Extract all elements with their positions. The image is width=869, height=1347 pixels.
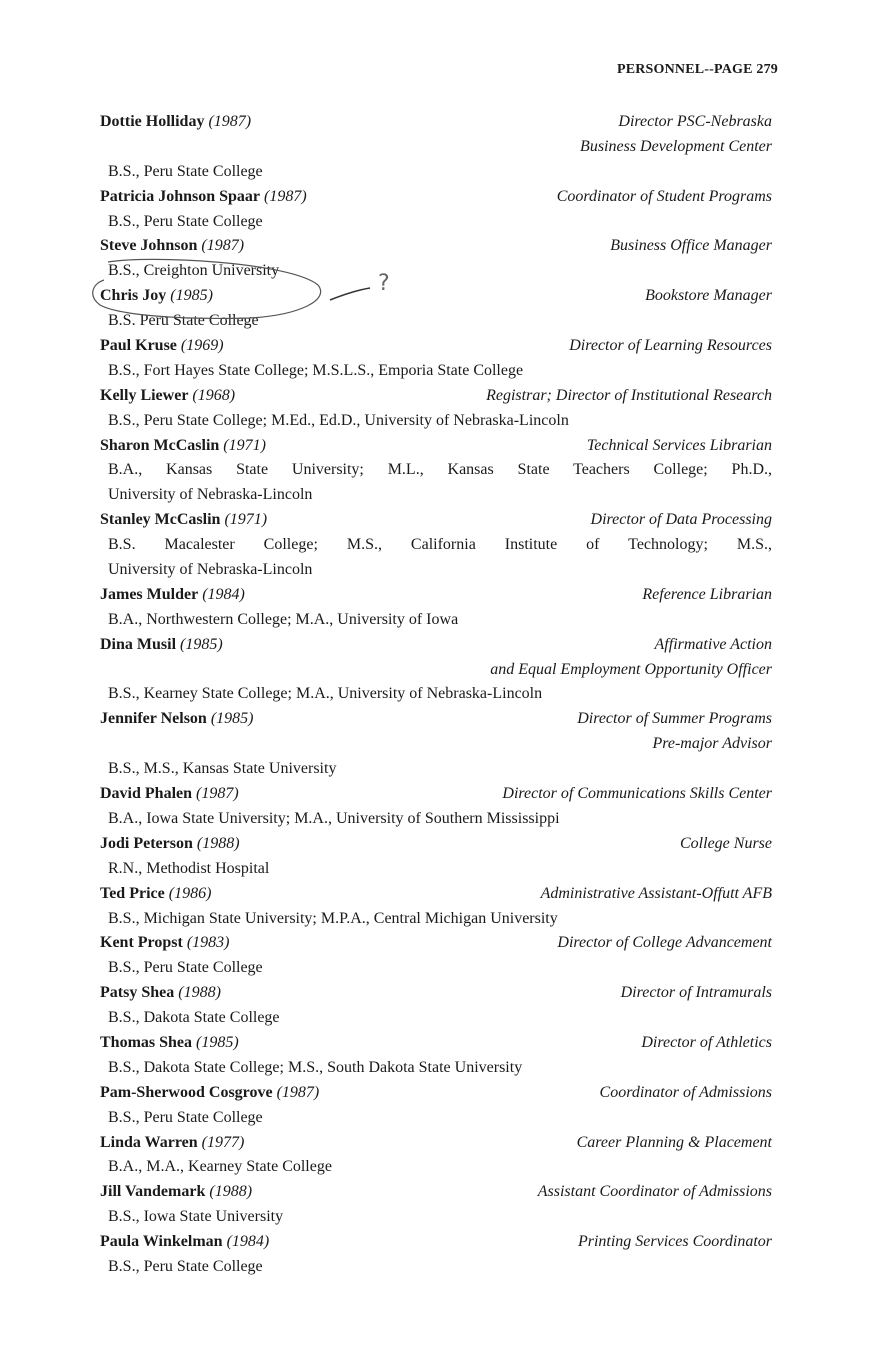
job-title-continued: Pre-major Advisor <box>652 735 772 753</box>
job-title: Printing Services Coordinator <box>577 1233 772 1251</box>
person-name: Ted Price <box>100 884 165 902</box>
degree-line: B.S., Fort Hayes State College; M.S.L.S., Emporia State College <box>108 361 524 379</box>
person-name: Dottie Holliday <box>100 113 205 130</box>
start-year: (1968) <box>192 386 236 404</box>
start-year: (1985) <box>170 287 213 305</box>
entry-name-block <box>100 633 223 658</box>
job-title: Bookstore Manager <box>645 287 772 305</box>
personnel-entry <box>100 782 772 832</box>
entry-name-block <box>100 707 253 732</box>
job-title: Reference Librarian <box>642 585 772 603</box>
entry-name-block <box>100 1131 244 1156</box>
person-name: Jennifer Nelson <box>100 710 207 728</box>
person-name: Chris Joy <box>100 287 167 305</box>
person-name: Linda Warren <box>100 1133 198 1151</box>
job-title: Director of Data Processing <box>590 511 772 529</box>
person-name: Patsy Shea <box>100 984 175 1002</box>
person-name: Kelly Liewer <box>100 386 189 404</box>
entry-name-block <box>100 1230 269 1255</box>
page-header: PERSONNEL--PAGE 279 <box>616 62 778 77</box>
degree-line: B.S., Kearney State College; M.A., University of Nebraska-Lincoln <box>108 685 543 703</box>
entry-name-block <box>100 334 224 359</box>
degree-line: B.A., Kansas State University; M.L., Kansas State Teachers College; Ph.D., <box>108 461 772 479</box>
personnel-entry <box>100 508 772 583</box>
person-name: Paula Winkelman <box>100 1233 223 1251</box>
degree-line: B.S. Peru State College <box>108 312 259 330</box>
degree-line: B.S., Peru State College <box>108 959 263 977</box>
personnel-entry <box>100 832 772 882</box>
job-title-continued: and Equal Employment Opportunity Officer <box>490 660 772 678</box>
entry-name-block <box>100 110 251 135</box>
entry-name-block <box>100 931 229 956</box>
degree-line: B.S., Iowa State University <box>108 1208 284 1226</box>
start-year: (1984) <box>226 1233 270 1251</box>
personnel-entry <box>100 1180 772 1230</box>
start-year: (1984) <box>202 585 245 603</box>
person-name: James Mulder <box>100 585 199 603</box>
person-name: Dina Musil <box>100 635 177 653</box>
degree-line: B.S., Peru State College <box>108 212 263 230</box>
job-title: Technical Services Librarian <box>586 436 772 454</box>
entry-name-block <box>100 384 235 409</box>
personnel-entry <box>100 633 772 708</box>
job-title-continued: Business Development Center <box>580 137 772 155</box>
start-year: (1969) <box>180 337 224 355</box>
job-title: Career Planning & Placement <box>576 1133 772 1151</box>
start-year: (1988) <box>209 1183 253 1201</box>
start-year: (1971) <box>224 511 268 529</box>
person-name: Jodi Peterson <box>100 834 193 852</box>
person-name: Jill Vandemark <box>100 1183 206 1201</box>
job-title: Assistant Coordinator of Admissions <box>537 1183 772 1201</box>
degree-line: R.N., Methodist Hospital <box>108 859 270 877</box>
entry-name-block <box>100 782 239 807</box>
personnel-entry <box>100 284 772 334</box>
personnel-entry <box>100 981 772 1031</box>
start-year: (1985) <box>180 635 223 653</box>
degree-line: University of Nebraska-Lincoln <box>108 486 313 504</box>
personnel-entry <box>100 1131 772 1181</box>
person-name: Kent Propst <box>100 934 183 952</box>
degree-line: B.S., Dakota State College; M.S., South Dakota State University <box>108 1058 523 1076</box>
person-name: Steve Johnson <box>100 237 198 255</box>
entry-name-block <box>100 185 307 210</box>
job-title: Coordinator of Admissions <box>599 1083 772 1101</box>
personnel-entry <box>100 1081 772 1131</box>
entry-name-block <box>100 583 245 608</box>
entry-name-block <box>100 882 211 907</box>
entry-name-block <box>100 234 244 259</box>
start-year: (1987) <box>264 187 307 205</box>
entry-name-block <box>100 1031 239 1056</box>
personnel-entry <box>100 110 772 185</box>
job-title: Director of Learning Resources <box>569 337 772 355</box>
degree-line: B.A., Northwestern College; M.A., University of Iowa <box>108 610 459 628</box>
degree-line: B.S., Peru State College <box>108 1257 263 1275</box>
degree-line: B.S., Dakota State College <box>108 1009 280 1027</box>
personnel-entry <box>100 882 772 932</box>
degree-line: B.A., M.A., Kearney State College <box>108 1158 332 1176</box>
entry-name-block <box>100 1180 252 1205</box>
degree-line: B.S., Creighton University <box>108 262 280 280</box>
start-year: (1988) <box>196 834 240 852</box>
job-title: Affirmative Action <box>654 635 772 653</box>
personnel-entry <box>100 707 772 782</box>
personnel-entry <box>100 234 772 284</box>
personnel-entry <box>100 185 772 235</box>
person-name: Pam-Sherwood Cosgrove <box>100 1083 273 1101</box>
job-title: Registrar; Director of Institutional Research <box>486 386 772 404</box>
start-year: (1987) <box>208 113 252 130</box>
job-title: Director of Athletics <box>641 1033 772 1051</box>
person-name: Patricia Johnson Spaar <box>100 187 261 205</box>
degree-line: B.S., M.S., Kansas State University <box>108 760 337 778</box>
start-year: (1977) <box>201 1133 245 1151</box>
person-name: David Phalen <box>100 785 193 803</box>
degree-line: University of Nebraska-Lincoln <box>108 561 313 579</box>
personnel-entry <box>100 384 772 434</box>
personnel-entry <box>100 334 772 384</box>
personnel-entry <box>100 583 772 633</box>
person-name: Stanley McCaslin <box>100 511 221 529</box>
start-year: (1988) <box>178 984 221 1002</box>
start-year: (1985) <box>196 1033 239 1051</box>
pen-question-mark: ? <box>378 271 390 296</box>
degree-line: B.S. Macalester College; M.S., California Institute of Technology; M.S., <box>108 536 772 554</box>
person-name: Paul Kruse <box>100 337 177 355</box>
start-year: (1987) <box>196 785 239 803</box>
start-year: (1971) <box>223 436 266 454</box>
start-year: (1986) <box>168 884 212 902</box>
start-year: (1985) <box>210 710 254 728</box>
job-title: Director PSC-Nebraska <box>618 113 772 130</box>
degree-line: B.S., Peru State College <box>108 162 263 180</box>
degree-line: B.A., Iowa State University; M.A., University of Southern Mississippi <box>108 809 560 827</box>
start-year: (1987) <box>276 1083 320 1101</box>
start-year: (1987) <box>201 237 245 255</box>
degree-line: B.S., Peru State College; M.Ed., Ed.D., University of Nebraska-Lincoln <box>108 411 569 429</box>
job-title: Business Office Manager <box>610 237 772 255</box>
degree-line: B.S., Peru State College <box>108 1108 263 1126</box>
job-title: Administrative Assistant-Offutt AFB <box>540 884 772 902</box>
entry-name-block <box>100 434 266 459</box>
job-title: College Nurse <box>680 834 772 852</box>
entry-name-block <box>100 508 267 533</box>
entry-name-block <box>100 981 221 1006</box>
job-title: Coordinator of Student Programs <box>556 187 772 205</box>
entry-name-block <box>100 832 240 857</box>
job-title: Director of College Advancement <box>557 934 772 952</box>
personnel-entry <box>100 1031 772 1081</box>
personnel-entry <box>100 434 772 509</box>
personnel-entry <box>100 931 772 981</box>
person-name: Sharon McCaslin <box>100 436 220 454</box>
start-year: (1983) <box>186 934 230 952</box>
personnel-entry <box>100 1230 772 1280</box>
job-title: Director of Communications Skills Center <box>502 785 772 803</box>
person-name: Thomas Shea <box>100 1033 193 1051</box>
personnel-list <box>100 110 772 1280</box>
entry-name-block <box>100 284 213 309</box>
job-title: Director of Summer Programs <box>577 710 772 728</box>
entry-name-block <box>100 1081 319 1106</box>
job-title: Director of Intramurals <box>620 984 772 1002</box>
degree-line: B.S., Michigan State University; M.P.A., Central Michigan University <box>108 909 558 927</box>
